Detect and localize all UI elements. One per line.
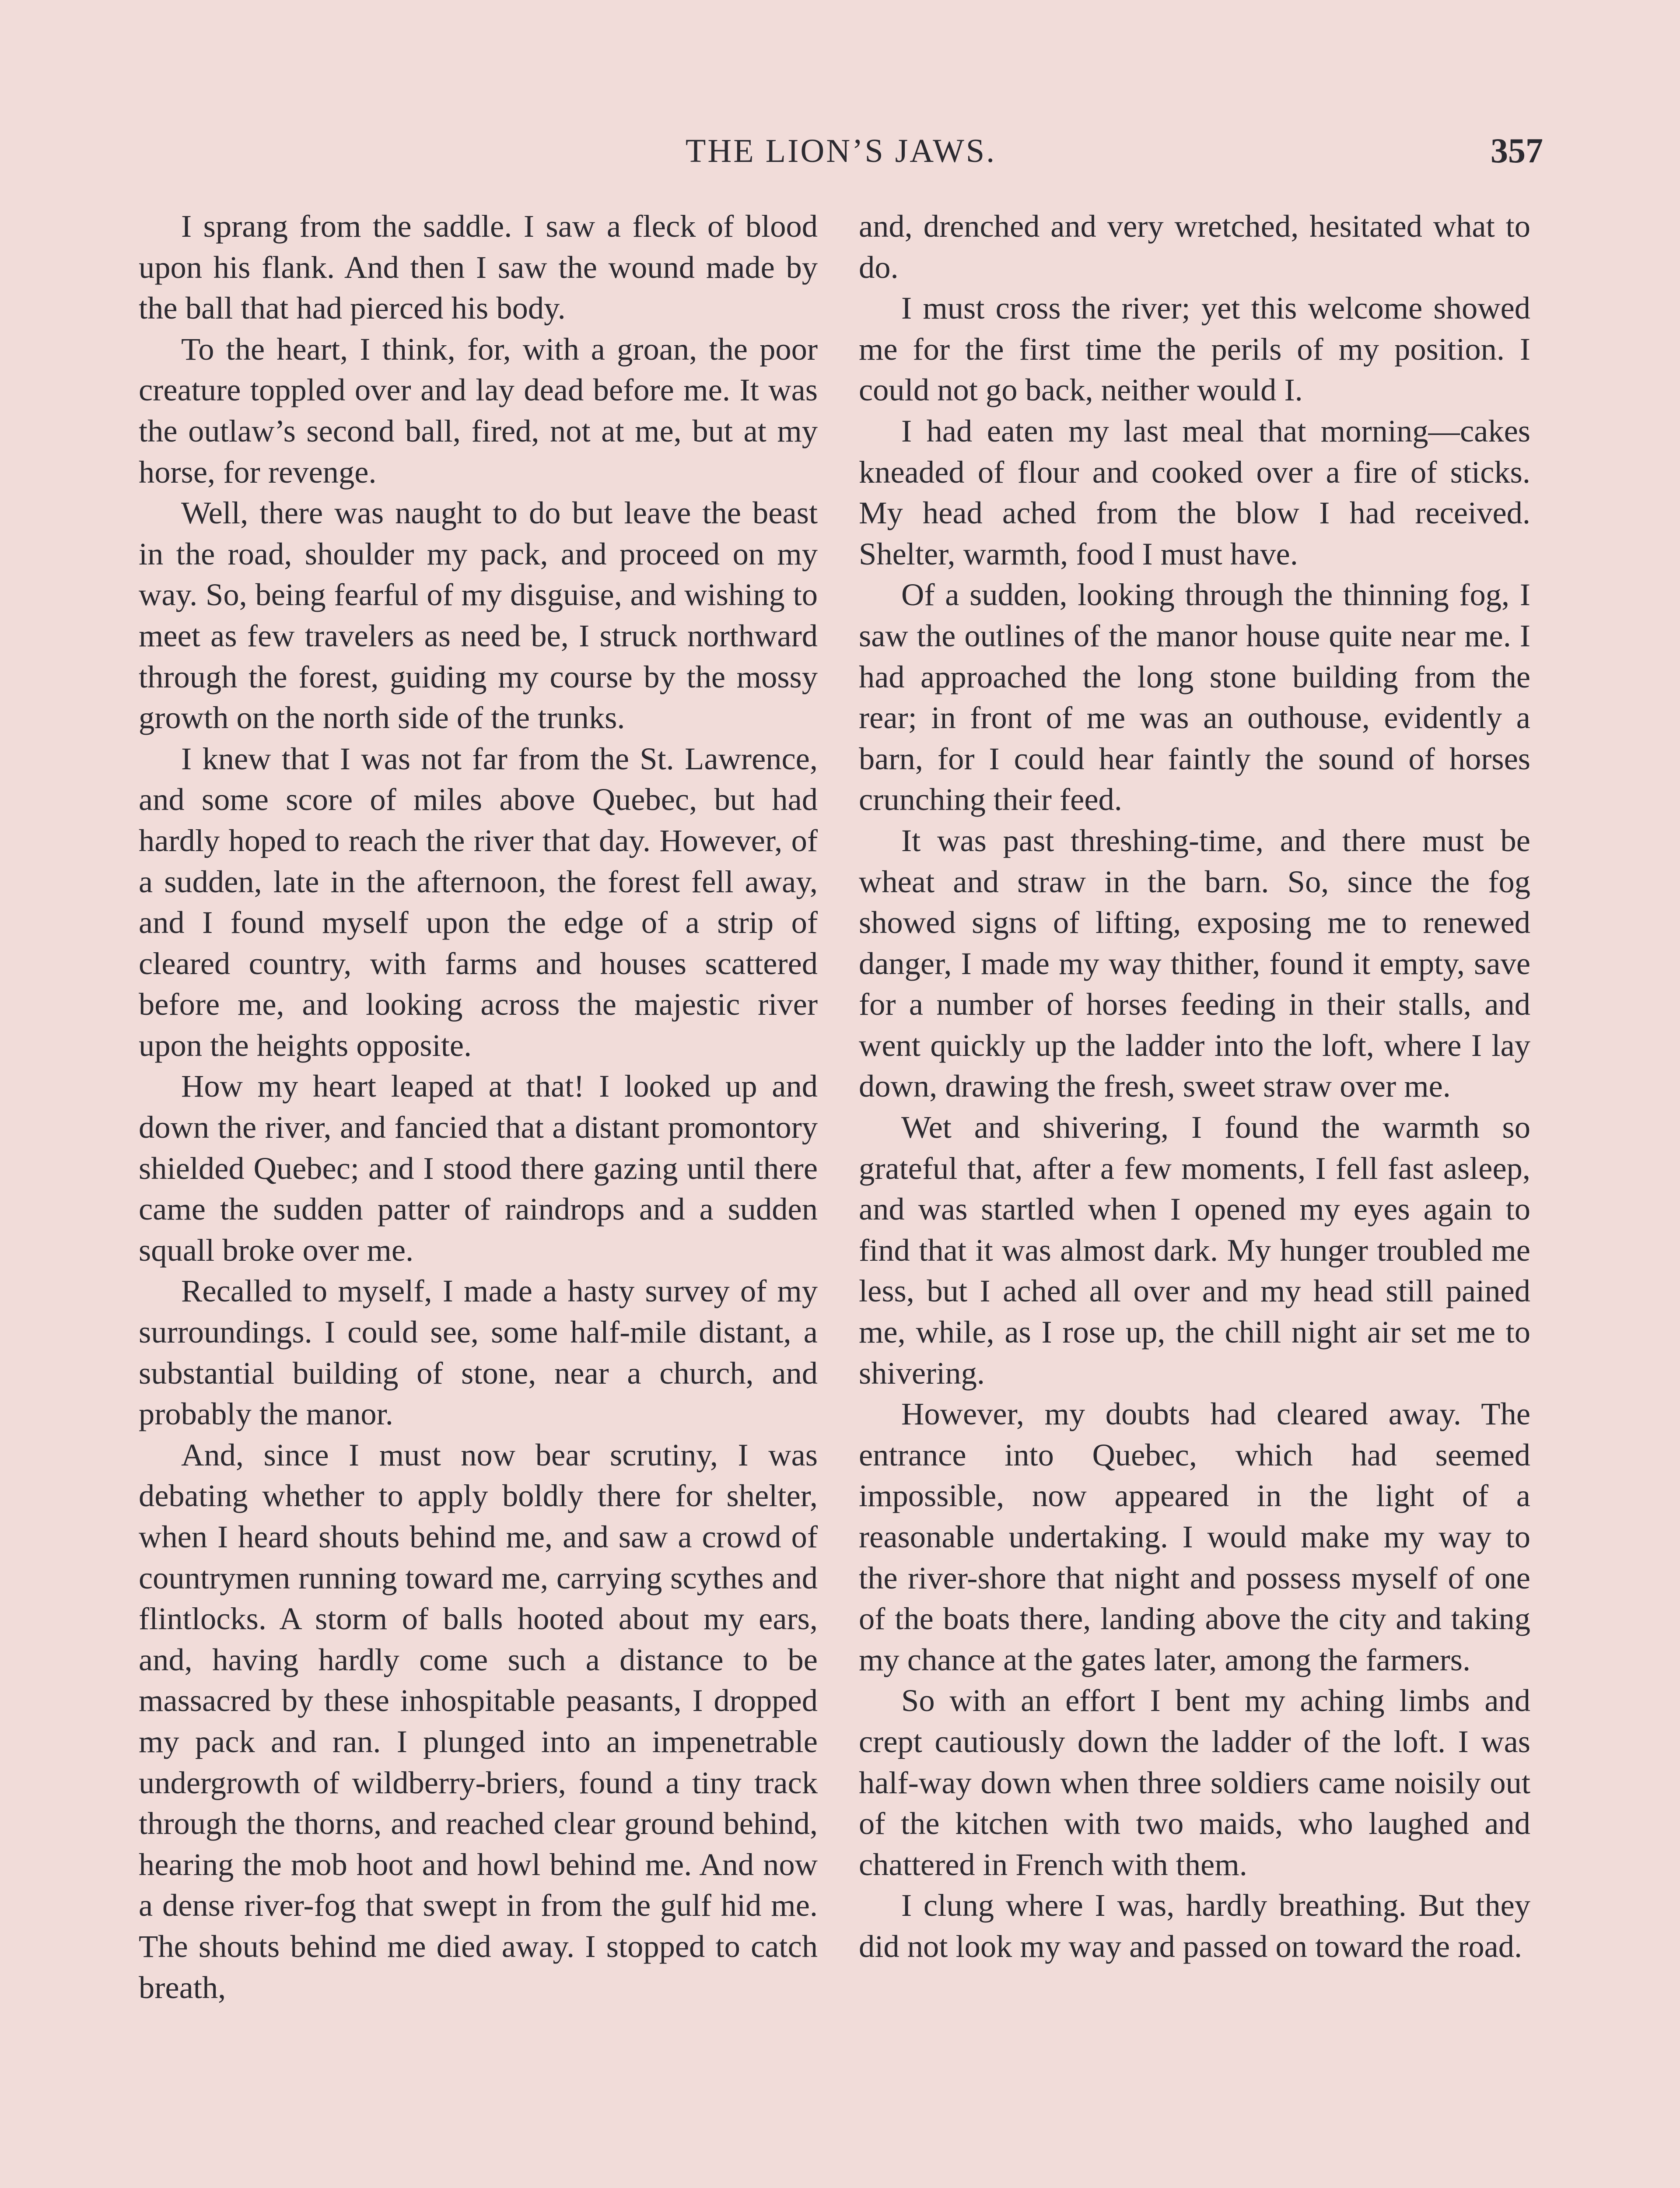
paragraph: Of a sudden, looking through the thinning fog, I saw the outlines of the manor house quite near me. I had approached the long stone building from the rear; in front of me was an outhouse, evidently a barn, for I could hear faintly the sound of horses crunching their feed. (859, 577, 1530, 817)
paragraph: I had eaten my last meal that morning—cakes kneaded of flour and cooked over a fire of sticks. My head ached from the blow I had received. Shelter, warmth, food I must have. (859, 413, 1530, 572)
paragraph: I clung where I was, hardly breathing. But they did not look my way and passed on toward the road. (859, 1887, 1530, 1964)
paragraph: And, since I must now bear scrutiny, I was debating whether to apply boldly there for shelter, when I heard shouts behind me, and saw a crowd of countrymen running toward me, carrying scythes and flintlocks. A storm of balls hooted about my ears, and, having hardly come such a distance to be massacred by these inhospitable peasants, I dropped my pack and ran. I plunged into an impenetrable undergrowth of wildberry-briers, found a tiny track through the thorns, and reached clear ground behind, hearing the mob hoot and howl behind me. And now a dense river-fog that swept in from the gulf hid me. The shouts behind me died away. I stopped to catch breath, (139, 1437, 818, 2005)
paragraph: However, my doubts had cleared away. The entrance into Quebec, which had seemed impossible, now appeared in the light of a reasonable undertaking. I would make my way to the river-shore that night and possess myself of one of the boats there, landing above the city and taking my chance at the gates later, among the farmers. (859, 1396, 1530, 1677)
running-title: THE LION’S JAWS. (685, 133, 997, 169)
left-column (139, 206, 818, 2008)
paragraph: I must cross the river; yet this welcome showed me for the first time the perils of my position. I could not go back, neither would I. (859, 290, 1530, 408)
paragraph: It was past threshing-time, and there must be wheat and straw in the barn. So, since the fog showed signs of lifting, exposing me to renewed danger, I made my way thither, found it empty, save for a number of horses feeding in their stalls, and went quickly up the ladder into the loft, where I lay down, drawing the fresh, sweet straw over me. (859, 822, 1530, 1104)
paragraph: How my heart leaped at that! I looked up and down the river, and fancied that a distant promontory shielded Quebec; and I stood there gazing until there came the sudden patter of raindrops and a sudden squall broke over me. (139, 1068, 818, 1268)
running-head (139, 127, 1543, 175)
paragraph: I knew that I was not far from the St. Lawrence, and some score of miles above Quebec, but had hardly hoped to reach the river that day. However, of a sudden, late in the afternoon, the forest fell away, and I found myself upon the edge of a strip of cleared country, with farms and houses scattered before me, and looking across the majestic river upon the heights opposite. (139, 740, 818, 1063)
right-column (859, 206, 1530, 1967)
paragraph: To the heart, I think, for, with a groan, the poor creature toppled over and lay dead before me. It was the outlaw’s second ball, fired, not at me, but at my horse, for revenge. (139, 331, 818, 490)
paragraph: Recalled to myself, I made a hasty survey of my surroundings. I could see, some half-mile distant, a substantial building of stone, near a church, and probably the manor. (139, 1273, 818, 1432)
paragraph: Well, there was naught to do but leave the beast in the road, shoulder my pack, and proceed on my way. So, being fearful of my disguise, and wishing to meet as few travelers as need be, I struck northward through the forest, guiding my course by the mossy growth on the north side of the trunks. (139, 495, 818, 736)
paragraph: Wet and shivering, I found the warmth so grateful that, after a few moments, I fell fast asleep, and was startled when I opened my eyes again to find that it was almost dark. My hunger troubled me less, but I ached all over and my head still pained me, while, as I rose up, the chill night air set me to shivering. (859, 1109, 1530, 1391)
paragraph: and, drenched and very wretched, hesitated what to do. (859, 208, 1530, 285)
paragraph: I sprang from the saddle. I saw a fleck of blood upon his flank. And then I saw the wound made by the ball that had pierced his body. (139, 208, 818, 326)
page-number: 357 (1491, 132, 1543, 170)
paragraph: So with an effort I bent my aching limbs and crept cautiously down the ladder of the loft. I was half-way down when three soldiers came noisily out of the kitchen with two maids, who laughed and chattered in French with them. (859, 1683, 1530, 1882)
